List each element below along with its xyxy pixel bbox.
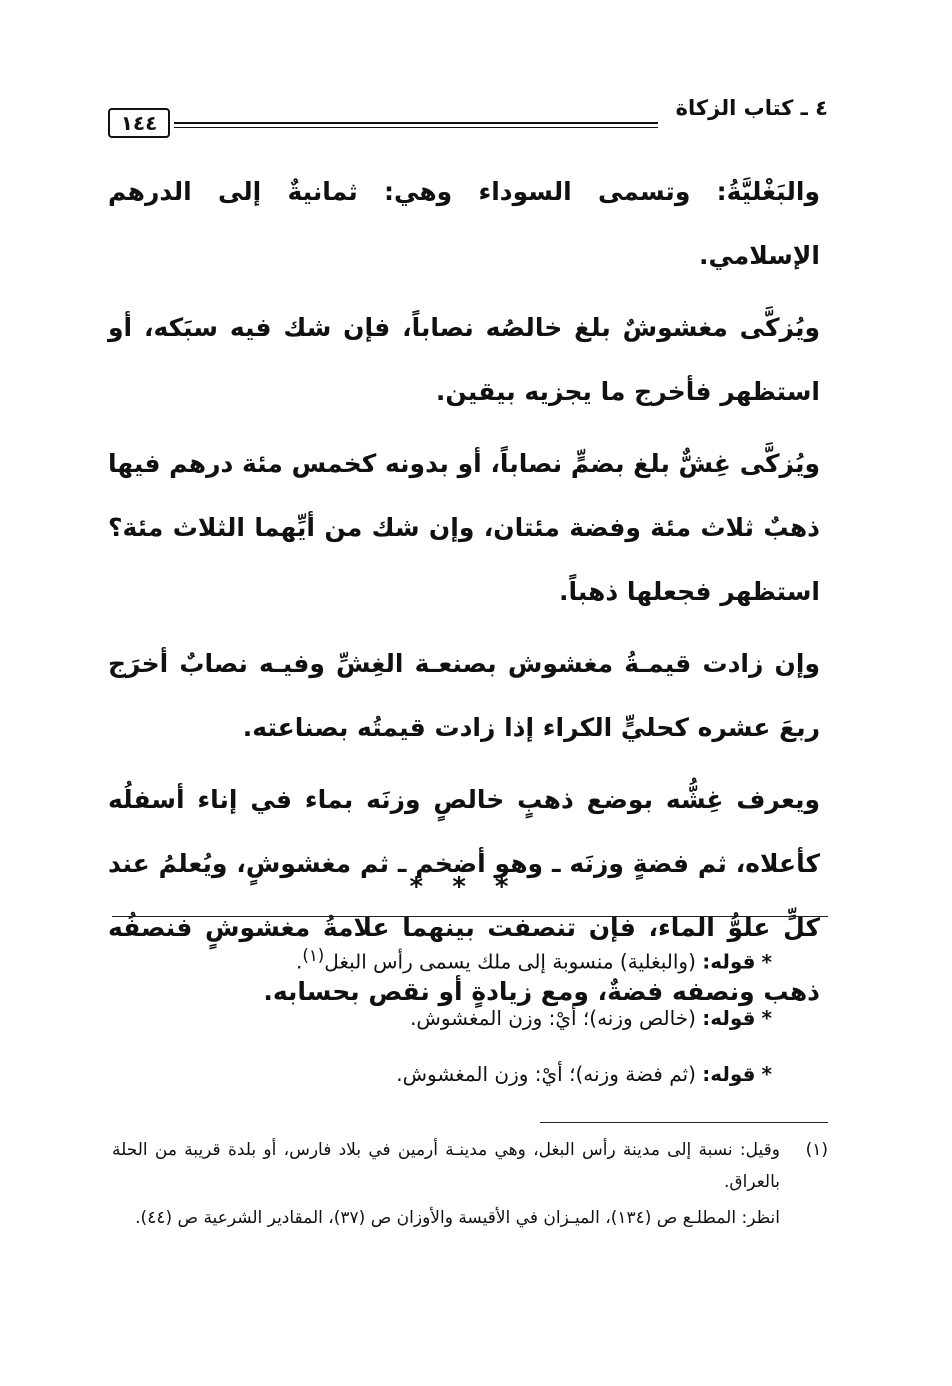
header-rule bbox=[174, 122, 658, 124]
section-separator: * * * bbox=[409, 872, 519, 902]
running-header bbox=[108, 96, 828, 136]
commentary bbox=[112, 928, 772, 1102]
header-rule-thin bbox=[174, 127, 658, 128]
footnote bbox=[112, 1134, 828, 1198]
footnote-text: وقيل: نسبة إلى مدينة رأس البغل، وهي مدينـة أرمين في بلاد فارس، أو بلدة قريبة من الحلة بالعراق. bbox=[112, 1140, 780, 1192]
asterisk-marker: * bbox=[761, 1005, 772, 1030]
chapter-title: ٤ ـ كتاب الزكاة bbox=[675, 96, 828, 120]
footnote-number: (١) bbox=[805, 1140, 828, 1160]
footnote-text: انظر: المطلـع ص (١٣٤)، الميـزان في الأقيسة والأوزان ص (٣٧)، المقادير الشرعية ص (٤٤). bbox=[135, 1208, 780, 1228]
footnote-ref: (١) bbox=[302, 946, 325, 965]
commentary-item bbox=[112, 1046, 772, 1102]
commentary-text: (والبغلية) منسوبة إلى ملك يسمى رأس البغل bbox=[324, 949, 696, 974]
commentary-item bbox=[112, 928, 772, 990]
commentary-divider bbox=[112, 916, 828, 917]
footnote-divider bbox=[540, 1122, 828, 1123]
footnotes bbox=[112, 1134, 828, 1238]
asterisk-marker: * bbox=[761, 1061, 772, 1086]
paragraph: ويُزكَّى مغشوشٌ بلغ خالصُه نصاباً، فإن شك فيه سبَكه، أو استظهر فأخرج ما يجزيه بيقين. bbox=[108, 313, 820, 406]
commentary-item bbox=[112, 990, 772, 1046]
qawl-label: قوله: bbox=[702, 949, 756, 974]
paragraph: والبَغْليَّةُ: وتسمى السوداء وهي: ثمانيةٌ إلى الدرهم الإسلامي. bbox=[108, 177, 820, 270]
paragraph: ويُزكَّى غِشٌّ بلغ بضمٍّ نصاباً، أو بدونه كخمس مئة درهم فيها ذهبٌ ثلاث مئة وفضة مئتان، وإن شك من أيِّهما الثلاث مئة؟ استظهر فجعلها ذهباً. bbox=[108, 449, 820, 606]
asterisk-marker: * bbox=[761, 949, 772, 974]
commentary-end: . bbox=[295, 949, 303, 974]
footnote bbox=[112, 1202, 828, 1234]
qawl-label: قوله: bbox=[702, 1005, 756, 1030]
page-number: ١٤٤ bbox=[108, 108, 170, 138]
commentary-text: (خالص وزنه)؛ أيْ: وزن المغشوش. bbox=[410, 1005, 696, 1030]
commentary-text: (ثم فضة وزنه)؛ أيْ: وزن المغشوش. bbox=[396, 1061, 696, 1086]
paragraph: وإن زادت قيمـةُ مغشوش بصنعـة الغِشِّ وفيـه نصابٌ أخرَج ربعَ عشره كحليٍّ الكراء إذا زادت قيمتُه بصناعته. bbox=[108, 649, 820, 742]
paragraph: ويعرف غِشُّه بوضع ذهبٍ خالصٍ وزنَه بماء في إناء أسفلُه كأعلاه، ثم فضةٍ وزنَه ـ وهو أضخم ـ ثم مغشوشٍ، ويُعلمُ عند كلٍّ علوُّ الماء، فإن تنصفت بينهما علامةُ مغشوشٍ فنصفُه ذهب ونصفه فضةٌ، ومع زيادةٍ أو نقص بحسابه. bbox=[108, 785, 820, 1006]
qawl-label: قوله: bbox=[702, 1061, 756, 1086]
